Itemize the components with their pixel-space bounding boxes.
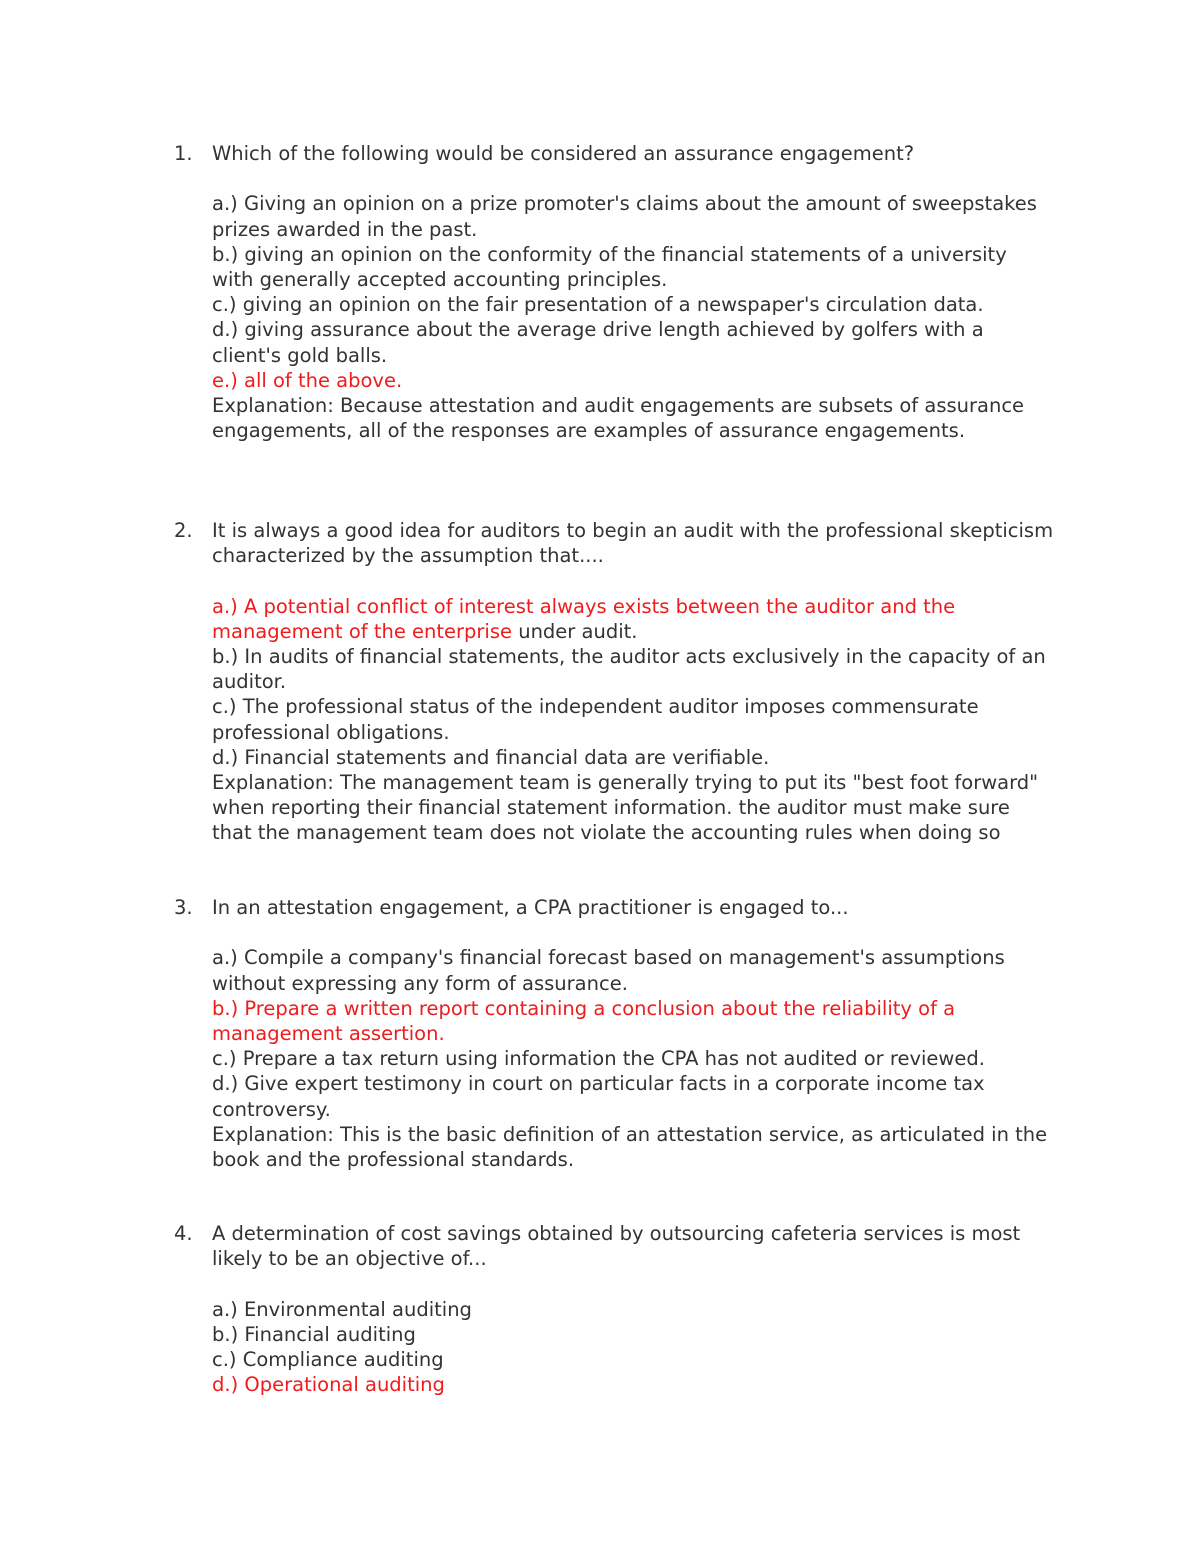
question-text: A determination of cost savings obtained by outsourcing cafeteria services is most likely to be an objective of... [212, 1222, 1021, 1271]
correct-answer-option-e: e.) all of the above. [212, 368, 403, 392]
answer-option-a [212, 594, 1054, 644]
answer-option-c: c.) The professional status of the independent auditor imposes commensurate professional obligations. [212, 695, 979, 744]
question-text: Which of the following would be considered an assurance engagement? [212, 142, 915, 165]
correct-answer-option-d: d.) Operational auditing [212, 1373, 445, 1397]
answer-option-c: c.) Prepare a tax return using information the CPA has not audited or reviewed. [212, 1047, 985, 1071]
answer-option-a: a.) Compile a company's financial forecast based on management's assumptions without expressing any form of assurance. [212, 946, 1005, 995]
question-text: In an attestation engagement, a CPA practitioner is engaged to... [212, 896, 849, 919]
question-number: 1. [174, 142, 193, 165]
question-number: 3. [174, 896, 193, 919]
answer-option-d: d.) giving assurance about the average drive length achieved by golfers with a client's gold balls. [212, 318, 984, 367]
answer-option-d: d.) Give expert testimony in court on particular facts in a corporate income tax controversy. [212, 1072, 985, 1121]
question-2 [174, 518, 1054, 846]
question-4 [174, 1221, 1054, 1397]
answer-option-b: b.) giving an opinion on the conformity of the financial statements of a university with generally accepted accounting principles. [212, 242, 1007, 291]
correct-answer-highlight: a.) A potential conflict of interest always exists between the auditor and the management of the enterprise [212, 594, 956, 643]
question-text: It is always a good idea for auditors to begin an audit with the professional skepticism characterized by the assumption that.... [212, 519, 1054, 568]
answer-option-b: b.) Financial auditing [212, 1322, 416, 1346]
correct-answer-option-b: b.) Prepare a written report containing a conclusion about the reliability of a management assertion. [212, 996, 956, 1045]
question-3 [174, 895, 1054, 1172]
answer-option-a: a.) Environmental auditing [212, 1297, 472, 1321]
question-number: 4. [174, 1222, 193, 1245]
answer-option-c: c.) Compliance auditing [212, 1348, 444, 1371]
explanation-text: Explanation: The management team is generally trying to put its "best foot forward" when reporting their financial statement information. the auditor must make sure that the management team does not violate the accounting rules when doing so [212, 771, 1039, 845]
question-1 [174, 141, 1054, 443]
explanation-text: Explanation: Because attestation and audit engagements are subsets of assurance engagements, all of the responses are examples of assurance engagements. [212, 394, 1025, 443]
answer-option-b: b.) In audits of financial statements, the auditor acts exclusively in the capacity of an auditor. [212, 645, 1046, 694]
explanation-text: Explanation: This is the basic definition of an attestation service, as articulated in the book and the professional standards. [212, 1122, 1048, 1172]
answer-option-c: c.) giving an opinion on the fair presentation of a newspaper's circulation data. [212, 293, 984, 317]
answer-option-a-rest: under audit. [512, 619, 638, 643]
answer-option-d: d.) Financial statements and financial data are verifiable. [212, 745, 770, 769]
answer-option-a: a.) Giving an opinion on a prize promoter's claims about the amount of sweepstakes prizes awarded in the past. [212, 192, 1037, 241]
question-number: 2. [174, 519, 193, 542]
